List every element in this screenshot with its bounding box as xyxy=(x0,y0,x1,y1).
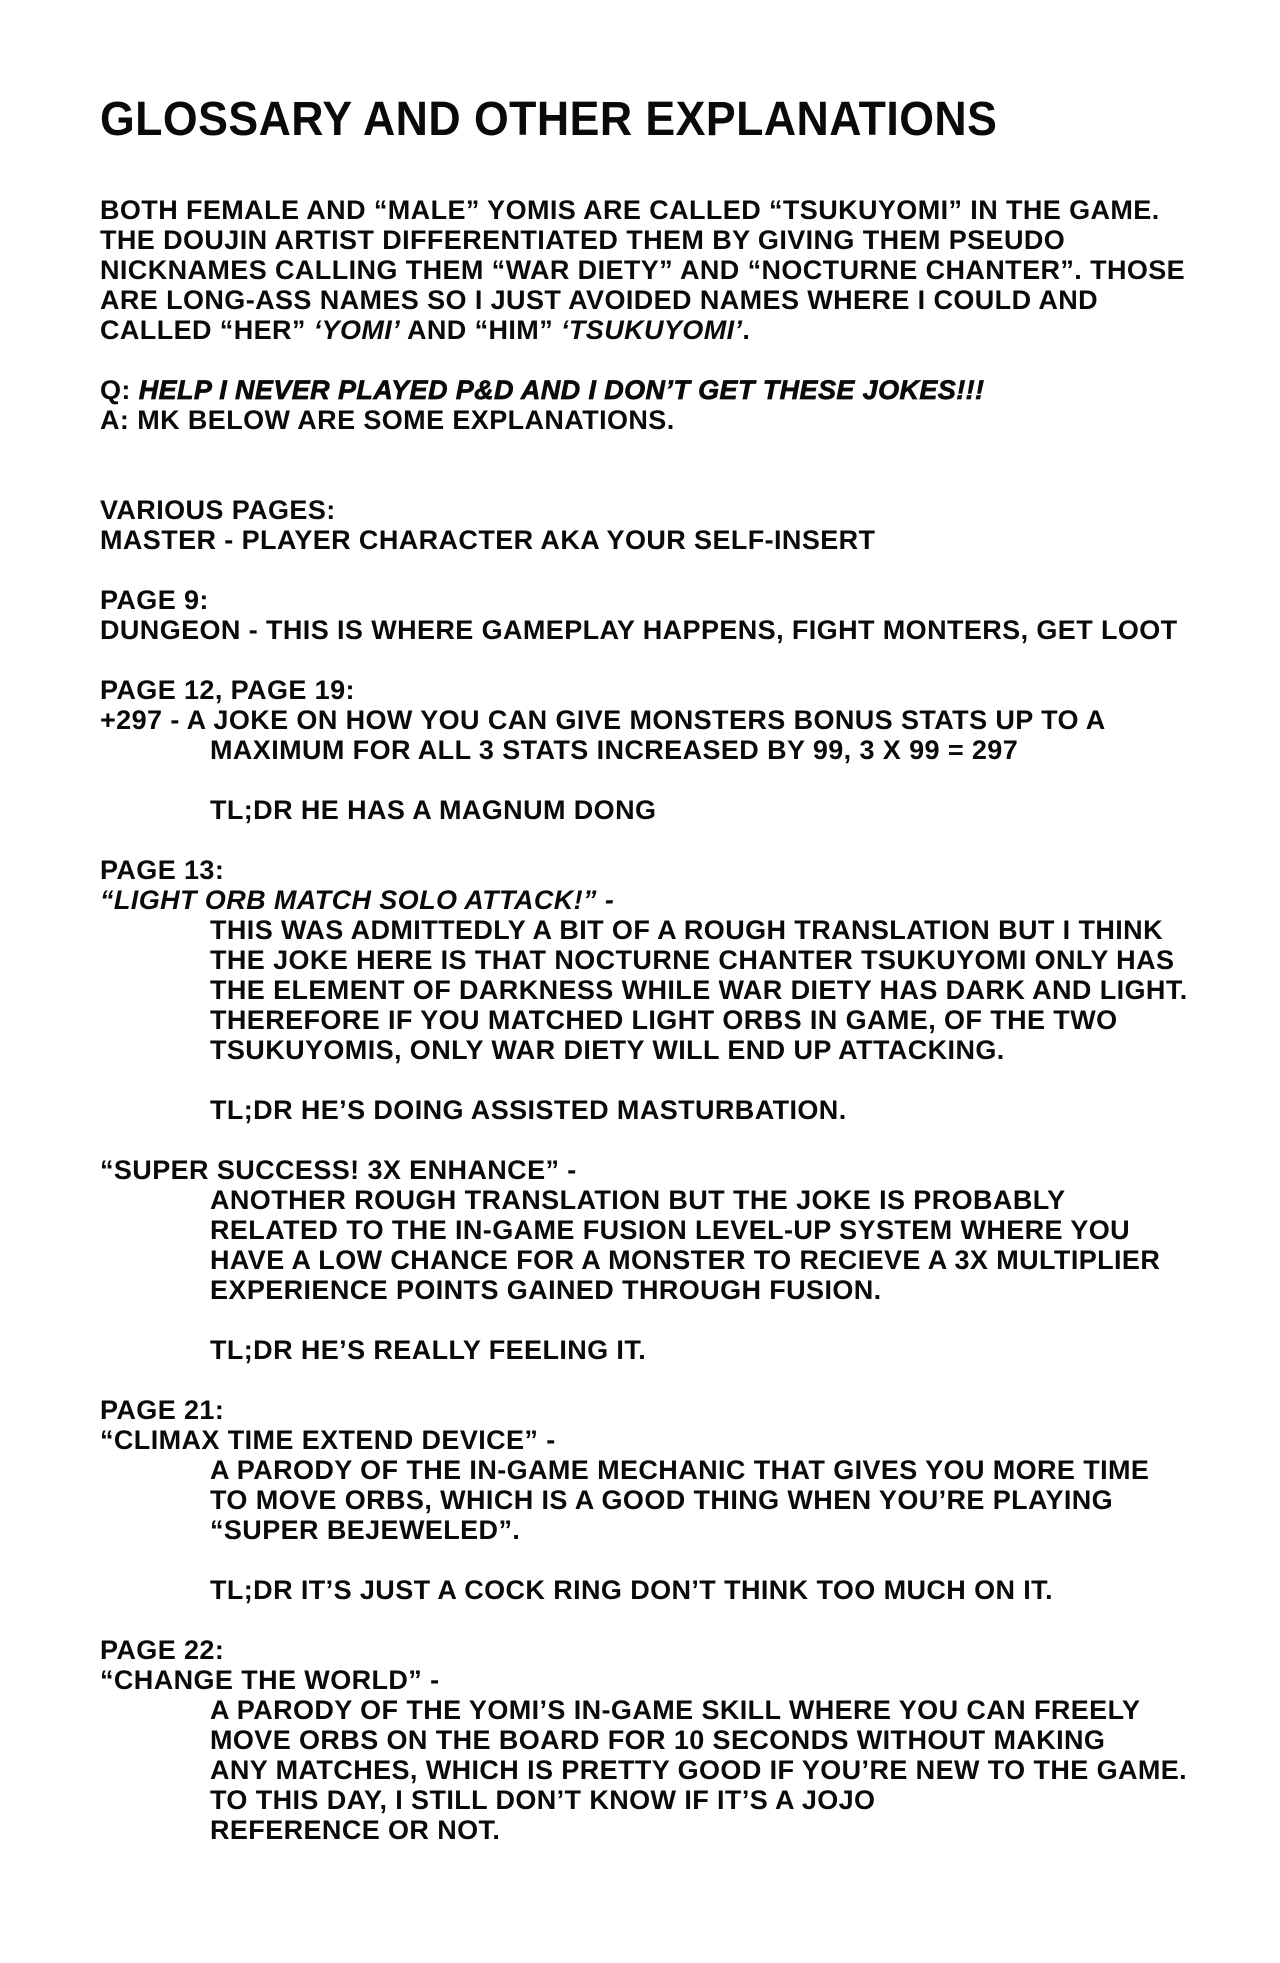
text-line xyxy=(100,615,1260,645)
text-segment: TL;DR HE’S REALLY FEELING IT. xyxy=(210,1335,647,1365)
text-line xyxy=(100,285,1260,315)
text-line xyxy=(100,1695,1260,1725)
text-line xyxy=(100,735,1260,765)
text-line xyxy=(100,255,1260,285)
text-line xyxy=(100,1005,1260,1035)
text-segment: ANOTHER ROUGH TRANSLATION BUT THE JOKE IS PROBABLY xyxy=(210,1185,1066,1215)
text-segment: NICKNAMES CALLING THEM “WAR DIETY” AND “NOCTURNE CHANTER”. THOSE xyxy=(100,255,1186,285)
blank-line xyxy=(100,825,1260,855)
text-line xyxy=(100,1425,1260,1455)
text-segment: HAVE A LOW CHANCE FOR A MONSTER TO RECIEVE A 3X MULTIPLIER xyxy=(210,1245,1161,1275)
blank-line xyxy=(100,1065,1260,1095)
text-segment: ANY MATCHES, WHICH IS PRETTY GOOD IF YOU’RE NEW TO THE GAME. xyxy=(210,1755,1188,1785)
blank-line xyxy=(100,435,1260,465)
text-line xyxy=(100,495,1260,525)
text-line xyxy=(100,1035,1260,1065)
text-segment: PAGE 13: xyxy=(100,855,225,885)
text-line xyxy=(100,1785,1260,1815)
text-line xyxy=(100,1575,1260,1605)
text-segment: BOTH FEMALE AND “MALE” YOMIS ARE CALLED “TSUKUYOMI” IN THE GAME. xyxy=(100,195,1160,225)
text-segment: HELP I NEVER PLAYED P&D AND I DON’T GET THESE JOKES!!! xyxy=(138,375,985,405)
text-line xyxy=(100,855,1260,885)
text-line xyxy=(100,525,1260,555)
text-line xyxy=(100,1095,1260,1125)
text-segment: THE ELEMENT OF DARKNESS WHILE WAR DIETY HAS DARK AND LIGHT. xyxy=(210,975,1188,1005)
text-line xyxy=(100,1485,1260,1515)
text-line xyxy=(100,915,1260,945)
text-segment: EXPERIENCE POINTS GAINED THROUGH FUSION. xyxy=(210,1275,882,1305)
text-line xyxy=(100,1455,1260,1485)
blank-line xyxy=(100,765,1260,795)
text-segment: “LIGHT ORB MATCH SOLO ATTACK!” - xyxy=(100,885,615,915)
text-segment: MAXIMUM FOR ALL 3 STATS INCREASED BY 99, 3 X 99 = 297 xyxy=(210,735,1019,765)
text-segment: “SUPER BEJEWELED”. xyxy=(210,1515,521,1545)
text-line xyxy=(100,1515,1260,1545)
text-segment: Q: xyxy=(100,375,139,405)
text-line xyxy=(100,1725,1260,1755)
blank-line xyxy=(100,1125,1260,1155)
text-segment: PAGE 21: xyxy=(100,1395,225,1425)
text-line xyxy=(100,1185,1260,1215)
document-body xyxy=(100,195,1260,1845)
text-segment: ARE LONG-ASS NAMES SO I JUST AVOIDED NAMES WHERE I COULD AND xyxy=(100,285,1099,315)
text-segment: AND “HIM” xyxy=(400,315,561,345)
blank-line xyxy=(100,1305,1260,1335)
text-line xyxy=(100,225,1260,255)
text-segment: PAGE 9: xyxy=(100,585,209,615)
text-segment: THEREFORE IF YOU MATCHED LIGHT ORBS IN GAME, OF THE TWO xyxy=(210,1005,1118,1035)
text-segment: MASTER - PLAYER CHARACTER AKA YOUR SELF-INSERT xyxy=(100,525,876,555)
text-segment: A: MK BELOW ARE SOME EXPLANATIONS. xyxy=(100,405,675,435)
blank-line xyxy=(100,1365,1260,1395)
blank-line xyxy=(100,345,1260,375)
text-line xyxy=(100,405,1260,435)
text-line xyxy=(100,1395,1260,1425)
text-line xyxy=(100,975,1260,1005)
text-line xyxy=(100,1155,1260,1185)
text-segment: TSUKUYOMIS, ONLY WAR DIETY WILL END UP ATTACKING. xyxy=(210,1035,1005,1065)
text-line xyxy=(100,1755,1260,1785)
text-segment: ‘YOMI’ xyxy=(313,315,401,345)
text-line xyxy=(100,1245,1260,1275)
text-segment: “CHANGE THE WORLD” - xyxy=(100,1665,440,1695)
text-segment: CALLED “HER” xyxy=(100,315,314,345)
text-line xyxy=(100,945,1260,975)
text-segment: MOVE ORBS ON THE BOARD FOR 10 SECONDS WITHOUT MAKING xyxy=(210,1725,1106,1755)
text-segment: TL;DR HE’S DOING ASSISTED MASTURBATION. xyxy=(210,1095,847,1125)
text-line xyxy=(100,1665,1260,1695)
text-segment: PAGE 22: xyxy=(100,1635,225,1665)
text-segment: THIS WAS ADMITTEDLY A BIT OF A ROUGH TRANSLATION BUT I THINK xyxy=(210,915,1163,945)
text-segment: TO THIS DAY, I STILL DON’T KNOW IF IT’S A JOJO xyxy=(210,1785,876,1815)
text-segment: RELATED TO THE IN-GAME FUSION LEVEL-UP SYSTEM WHERE YOU xyxy=(210,1215,1131,1245)
text-segment: “CLIMAX TIME EXTEND DEVICE” - xyxy=(100,1425,556,1455)
text-line xyxy=(100,1815,1260,1845)
text-line xyxy=(100,585,1260,615)
text-line xyxy=(100,675,1260,705)
text-segment: “SUPER SUCCESS! 3X ENHANCE” - xyxy=(100,1155,577,1185)
blank-line xyxy=(100,555,1260,585)
text-line xyxy=(100,1275,1260,1305)
text-segment: A PARODY OF THE YOMI’S IN-GAME SKILL WHERE YOU CAN FREELY xyxy=(210,1695,1141,1725)
text-segment: TL;DR IT’S JUST A COCK RING DON’T THINK TOO MUCH ON IT. xyxy=(210,1575,1053,1605)
text-line xyxy=(100,1215,1260,1245)
text-segment: A PARODY OF THE IN-GAME MECHANIC THAT GIVES YOU MORE TIME xyxy=(210,1455,1150,1485)
text-segment: REFERENCE OR NOT. xyxy=(210,1815,501,1845)
text-line xyxy=(100,705,1260,735)
text-segment: TO MOVE ORBS, WHICH IS A GOOD THING WHEN YOU’RE PLAYING xyxy=(210,1485,1114,1515)
text-segment: VARIOUS PAGES: xyxy=(100,495,336,525)
text-line xyxy=(100,375,1260,405)
blank-line xyxy=(100,1545,1260,1575)
text-segment: . xyxy=(742,315,751,345)
text-line xyxy=(100,1335,1260,1365)
text-line xyxy=(100,885,1260,915)
text-segment: ‘TSUKUYOMI’ xyxy=(561,315,743,345)
text-segment: PAGE 12, PAGE 19: xyxy=(100,675,355,705)
text-line xyxy=(100,795,1260,825)
page-title: GLOSSARY AND OTHER EXPLANATIONS xyxy=(100,93,998,146)
text-segment: TL;DR HE HAS A MAGNUM DONG xyxy=(210,795,657,825)
text-segment: DUNGEON - THIS IS WHERE GAMEPLAY HAPPENS, FIGHT MONTERS, GET LOOT xyxy=(100,615,1178,645)
text-line xyxy=(100,195,1260,225)
text-segment: THE DOUJIN ARTIST DIFFERENTIATED THEM BY GIVING THEM PSEUDO xyxy=(100,225,1066,255)
text-line xyxy=(100,315,1260,345)
text-segment: THE JOKE HERE IS THAT NOCTURNE CHANTER TSUKUYOMI ONLY HAS xyxy=(210,945,1175,975)
blank-line xyxy=(100,465,1260,495)
text-segment: +297 - A JOKE ON HOW YOU CAN GIVE MONSTERS BONUS STATS UP TO A xyxy=(100,705,1106,735)
blank-line xyxy=(100,645,1260,675)
blank-line xyxy=(100,1605,1260,1635)
text-line xyxy=(100,1635,1260,1665)
